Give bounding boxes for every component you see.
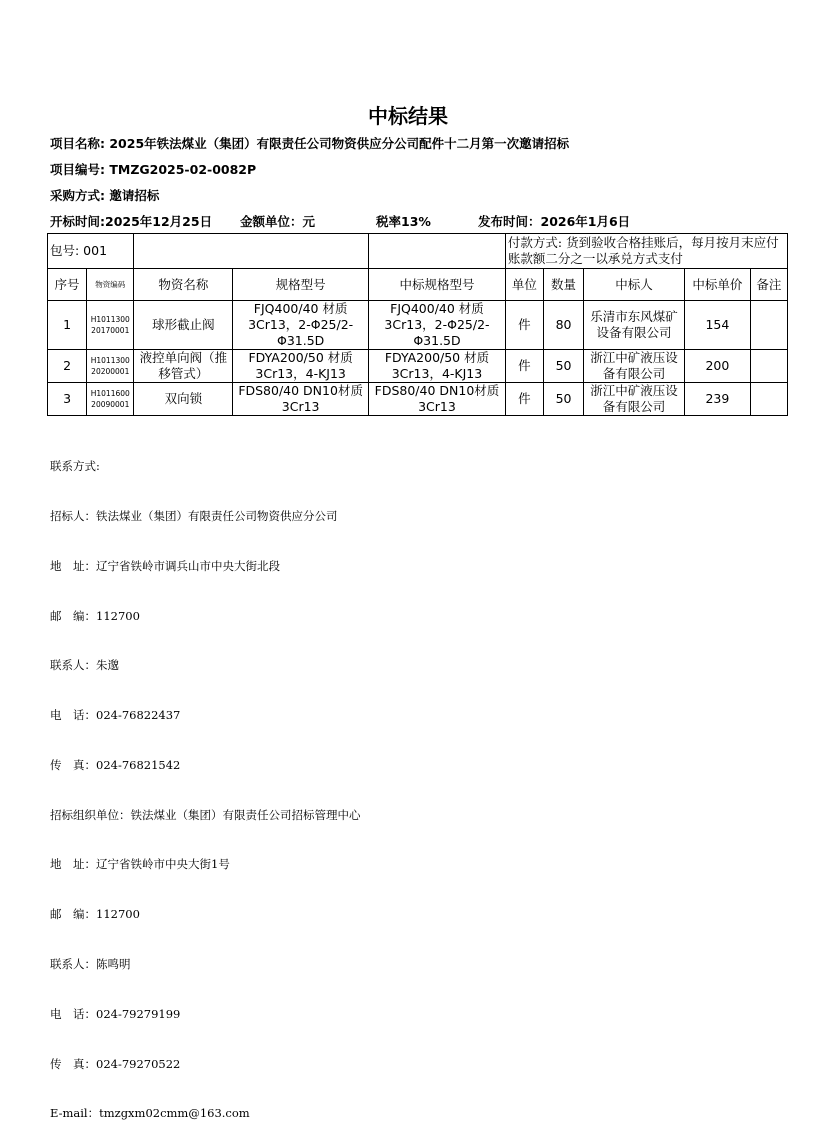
package-number: 包号: 001 bbox=[48, 234, 134, 269]
package-row bbox=[48, 234, 788, 269]
header-name: 物资名称 bbox=[134, 269, 233, 301]
contact-line: 电 话：024-76822437 bbox=[50, 708, 181, 723]
payment-terms: 付款方式: 货到验收合格挂账后，每月按月末应付账款额二分之一以承兑方式支付 bbox=[505, 234, 787, 269]
contact-line: 联系人：朱邈 bbox=[50, 658, 119, 673]
contact-line: 联系人：陈鸣明 bbox=[50, 957, 131, 971]
item-price: 154 bbox=[684, 301, 750, 350]
item-remark bbox=[750, 383, 787, 416]
currency-unit: 金额单位：元 bbox=[240, 214, 316, 229]
open-time: 开标时间:2025年12月25日 bbox=[50, 214, 213, 229]
item-seq: 1 bbox=[48, 301, 87, 350]
item-unit: 件 bbox=[505, 383, 543, 416]
header-spec: 规格型号 bbox=[233, 269, 369, 301]
project-number: 项目编号: TMZG2025-02-0082P bbox=[50, 162, 257, 177]
contact-line: 邮 编：112700 bbox=[50, 907, 140, 922]
item-code: H101160020090001 bbox=[87, 383, 134, 416]
contact-line: 地 址：辽宁省铁岭市中央大街1号 bbox=[50, 857, 230, 872]
item-spec: FJQ400/40 材质3Cr13，2-Φ25/2-Φ31.5D bbox=[233, 301, 369, 350]
tax-rate: 税率13% bbox=[376, 214, 431, 229]
header-seq: 序号 bbox=[48, 269, 87, 301]
item-price: 239 bbox=[684, 383, 750, 416]
contact-line: 招标人：铁法煤业（集团）有限责任公司物资供应分公司 bbox=[50, 508, 338, 523]
item-name: 球形截止阀 bbox=[134, 301, 233, 350]
item-seq: 2 bbox=[48, 350, 87, 383]
contact-info bbox=[50, 425, 361, 1139]
table-row bbox=[48, 383, 788, 416]
item-name: 双向锁 bbox=[134, 383, 233, 416]
table-row bbox=[48, 301, 788, 350]
item-bid-spec: FJQ400/40 材质3Cr13，2-Φ25/2-Φ31.5D bbox=[369, 301, 506, 350]
header-unit: 单位 bbox=[505, 269, 543, 301]
purchase-method: 采购方式: 邀请招标 bbox=[50, 188, 160, 203]
item-code: H101130020200001 bbox=[87, 350, 134, 383]
page-title: 中标结果 bbox=[368, 104, 448, 128]
contact-line: 招标组织单位：铁法煤业（集团）有限责任公司招标管理中心 bbox=[50, 807, 361, 822]
header-code: 物资编码 bbox=[87, 269, 134, 301]
contact-line: 传 真：024-79270522 bbox=[50, 1056, 181, 1071]
item-unit: 件 bbox=[505, 301, 543, 350]
item-remark bbox=[750, 350, 787, 383]
bid-summary-row bbox=[50, 212, 770, 230]
contact-line: 邮 编：112700 bbox=[50, 608, 140, 623]
contact-email[interactable]: E-mail：tmzgxm02cmm@163.com bbox=[50, 1106, 250, 1121]
item-code: H101130020170001 bbox=[87, 301, 134, 350]
item-winner: 浙江中矿液压设备有限公司 bbox=[584, 350, 685, 383]
contact-line: 传 真：024-76821542 bbox=[50, 757, 181, 772]
table-header bbox=[48, 269, 788, 301]
item-unit: 件 bbox=[505, 350, 543, 383]
item-winner: 乐清市东风煤矿设备有限公司 bbox=[584, 301, 685, 350]
item-qty: 80 bbox=[543, 301, 583, 350]
contact-line: 地 址：辽宁省铁岭市调兵山市中央大街北段 bbox=[50, 558, 280, 573]
item-name: 液控单向阀（推移管式） bbox=[134, 350, 233, 383]
item-qty: 50 bbox=[543, 350, 583, 383]
item-bid-spec: FDS80/40 DN10材质3Cr13 bbox=[369, 383, 506, 416]
item-spec: FDS80/40 DN10材质3Cr13 bbox=[233, 383, 369, 416]
project-name: 项目名称: 2025年铁法煤业（集团）有限责任公司物资供应分公司配件十二月第一次邀请招标 bbox=[50, 136, 570, 151]
table-row bbox=[48, 350, 788, 383]
publish-time: 发布时间：2026年1月6日 bbox=[478, 214, 631, 229]
contact-line: 电 话：024-79279199 bbox=[50, 1006, 181, 1021]
header-qty: 数量 bbox=[543, 269, 583, 301]
item-qty: 50 bbox=[543, 383, 583, 416]
item-seq: 3 bbox=[48, 383, 87, 416]
item-bid-spec: FDYA200/50 材质3Cr13，4-KJ13 bbox=[369, 350, 506, 383]
header-remark: 备注 bbox=[750, 269, 787, 301]
item-spec: FDYA200/50 材质3Cr13，4-KJ13 bbox=[233, 350, 369, 383]
item-price: 200 bbox=[684, 350, 750, 383]
item-remark bbox=[750, 301, 787, 350]
header-bid-spec: 中标规格型号 bbox=[369, 269, 506, 301]
contact-heading: 联系方式: bbox=[50, 459, 100, 474]
bid-result-table bbox=[47, 233, 788, 416]
header-price: 中标单价 bbox=[684, 269, 750, 301]
header-winner: 中标人 bbox=[584, 269, 685, 301]
item-winner: 浙江中矿液压设备有限公司 bbox=[584, 383, 685, 416]
